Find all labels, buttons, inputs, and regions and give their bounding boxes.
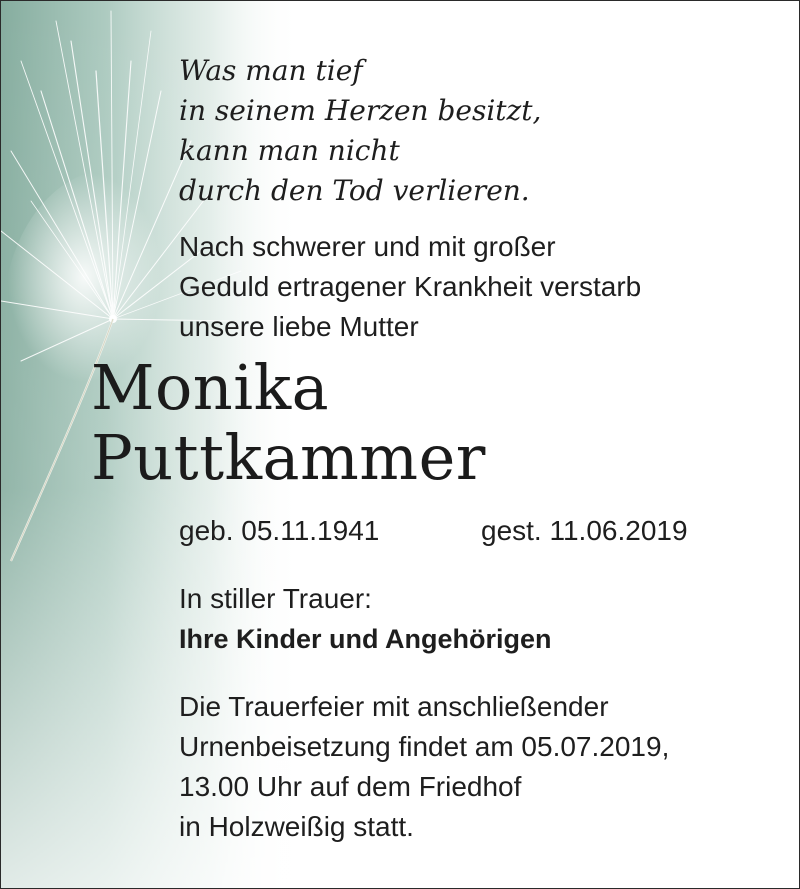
mourner-names: Ihre Kinder und Angehörigen [179,624,552,654]
verse-line: in seinem Herzen besitzt, [179,94,542,127]
verse-line: durch den Tod verlieren. [179,174,530,207]
announcement-line: unsere liebe Mutter [179,311,419,342]
last-name: Puttkammer [91,421,486,494]
mourners-block [179,579,552,659]
death-date: gest. 11.06.2019 [481,515,688,546]
announcement-line: Nach schwerer und mit großer [179,231,556,262]
deceased-name [91,353,486,493]
memorial-verse [179,51,541,211]
funeral-line: Urnenbeisetzung findet am 05.07.2019, [179,731,670,762]
funeral-line: in Holzweißig statt. [179,811,414,842]
birth-date: geb. 05.11.1941 [179,515,380,546]
verse-line: Was man tief [179,54,363,87]
funeral-details [179,687,669,847]
funeral-line: 13.00 Uhr auf dem Friedhof [179,771,522,802]
first-name: Monika [91,351,330,424]
death-announcement [179,227,641,347]
funeral-line: Die Trauerfeier mit anschließender [179,691,609,722]
verse-line: kann man nicht [179,134,400,167]
announcement-line: Geduld ertragener Krankheit verstarb [179,271,642,302]
life-dates [179,511,688,551]
mourning-intro: In stiller Trauer: [179,583,372,614]
